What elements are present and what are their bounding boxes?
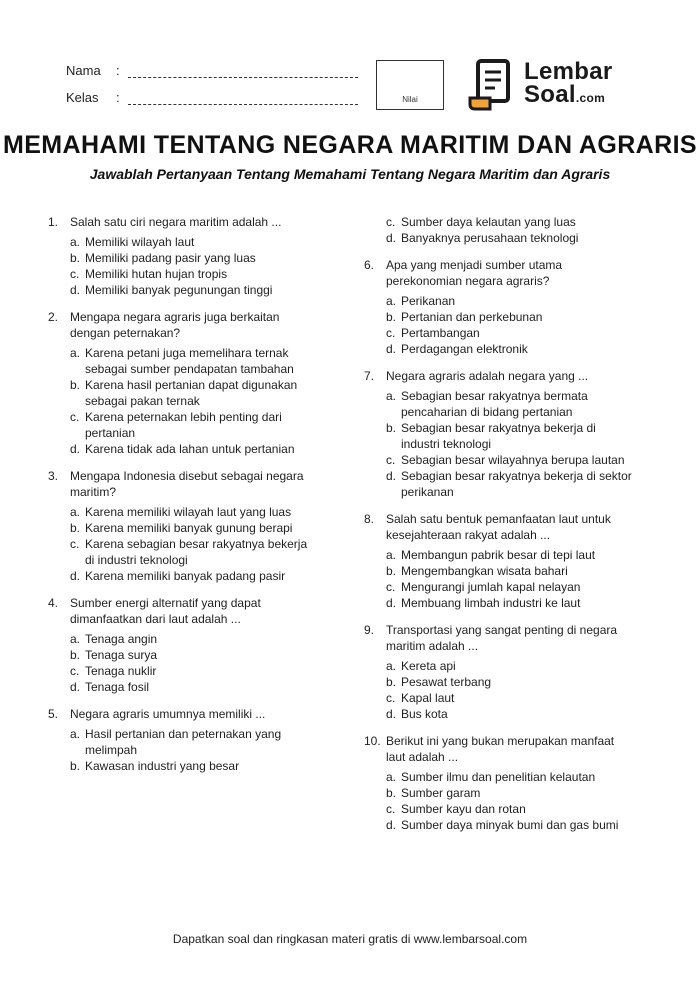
nilai-box[interactable]: [376, 60, 444, 110]
question-column-right: [364, 214, 634, 844]
option-b[interactable]: [386, 674, 634, 690]
option-text: Kereta api: [401, 659, 456, 673]
option-c[interactable]: [70, 409, 318, 441]
option-text: Pertanian dan perkebunan: [401, 310, 543, 324]
question-text: Negara agraris umumnya memiliki ...: [70, 707, 266, 721]
option-letter: b.: [70, 521, 81, 535]
nama-label: Nama: [66, 63, 101, 78]
option-text: Sebagian besar rakyatnya bekerja di sektor perikanan: [401, 469, 632, 499]
option-letter: b.: [386, 310, 397, 324]
option-d[interactable]: [386, 817, 634, 833]
option-a[interactable]: [70, 631, 318, 647]
option-text: Karena memiliki wilayah laut yang luas: [85, 505, 292, 519]
option-a[interactable]: [70, 234, 318, 250]
question-10: [364, 733, 634, 833]
question-1: [48, 214, 318, 298]
option-letter: c.: [70, 537, 80, 551]
question-2: [48, 309, 318, 457]
kelas-colon: :: [116, 90, 120, 105]
option-text: Mengembangkan wisata bahari: [401, 564, 568, 578]
option-letter: b.: [386, 421, 397, 435]
option-b[interactable]: [70, 758, 318, 774]
option-letter: c.: [386, 580, 396, 594]
question-text: Berikut ini yang bukan merupakan manfaat laut adalah ...: [386, 734, 615, 764]
option-b[interactable]: [70, 250, 318, 266]
option-letter: c.: [70, 664, 80, 678]
option-text: Hasil pertanian dan peternakan yang melimpah: [85, 727, 282, 757]
option-c[interactable]: [386, 452, 634, 468]
option-letter: c.: [386, 802, 396, 816]
option-letter: b.: [386, 675, 397, 689]
option-letter: a.: [70, 632, 81, 646]
option-a[interactable]: [386, 769, 634, 785]
question-number: 9.: [364, 623, 375, 637]
option-d[interactable]: [70, 441, 318, 457]
question-number: 5.: [48, 707, 59, 721]
question-number: 8.: [364, 512, 375, 526]
option-text: Sumber ilmu dan penelitian kelautan: [401, 770, 596, 784]
question-text: Salah satu bentuk pemanfaatan laut untuk kesejahteraan rakyat adalah ...: [386, 512, 611, 542]
option-text: Karena tidak ada lahan untuk pertanian: [85, 442, 295, 456]
option-text: Memiliki wilayah laut: [85, 235, 195, 249]
option-letter: d.: [386, 707, 397, 721]
question-number: 2.: [48, 310, 59, 324]
option-letter: a.: [386, 548, 397, 562]
option-text: Memiliki hutan hujan tropis: [85, 267, 228, 281]
option-d[interactable]: [386, 230, 634, 246]
question-5: [48, 706, 318, 774]
option-b[interactable]: [70, 520, 318, 536]
option-d[interactable]: [70, 282, 318, 298]
option-a[interactable]: [70, 504, 318, 520]
option-letter: a.: [70, 346, 81, 360]
option-text: Karena memiliki banyak padang pasir: [85, 569, 286, 583]
option-text: Sumber garam: [401, 786, 481, 800]
question-number: 7.: [364, 369, 375, 383]
option-c[interactable]: [386, 325, 634, 341]
option-c[interactable]: [386, 579, 634, 595]
kelas-label: Kelas: [66, 90, 99, 105]
question-number: 3.: [48, 469, 59, 483]
option-text: Bus kota: [401, 707, 448, 721]
question-column-left: [48, 214, 318, 785]
page-subtitle: Jawablah Pertanyaan Tentang Memahami Tentang Negara Maritim dan Agraris: [89, 166, 611, 182]
option-letter: c.: [386, 691, 396, 705]
question-text: Mengapa Indonesia disebut sebagai negara maritim?: [70, 469, 304, 499]
option-text: Karena memiliki banyak gunung berapi: [85, 521, 293, 535]
option-letter: c.: [386, 326, 396, 340]
question-5-continued: [364, 214, 634, 246]
option-d[interactable]: [70, 568, 318, 584]
question-text: Apa yang menjadi sumber utama perekonomian negara agraris?: [386, 258, 563, 288]
option-a[interactable]: [70, 726, 318, 758]
option-a[interactable]: [386, 388, 634, 420]
question-8: [364, 511, 634, 611]
document-icon: [466, 58, 518, 112]
option-letter: b.: [386, 786, 397, 800]
option-b[interactable]: [70, 647, 318, 663]
option-letter: b.: [70, 759, 81, 773]
option-text: Mengurangi jumlah kapal nelayan: [401, 580, 581, 594]
option-letter: d.: [70, 569, 81, 583]
nama-colon: :: [116, 63, 120, 78]
option-letter: a.: [70, 505, 81, 519]
option-letter: b.: [386, 564, 397, 578]
option-letter: c.: [386, 215, 396, 229]
question-9: [364, 622, 634, 722]
option-text: Sebagian besar rakyatnya bermata pencaharian di bidang pertanian: [401, 389, 588, 419]
option-letter: a.: [386, 294, 397, 308]
option-text: Sumber daya kelautan yang luas: [401, 215, 576, 229]
logo-line1: Lembar: [524, 58, 613, 85]
option-d[interactable]: [386, 341, 634, 357]
question-text: Mengapa negara agraris juga berkaitan dengan peternakan?: [70, 310, 280, 340]
question-text: Salah satu ciri negara maritim adalah ...: [70, 215, 282, 229]
option-c[interactable]: [386, 214, 634, 230]
question-text: Transportasi yang sangat penting di negara maritim adalah ...: [386, 623, 618, 653]
kelas-row: [66, 90, 358, 105]
question-number: 6.: [364, 258, 375, 272]
option-d[interactable]: [386, 595, 634, 611]
option-b[interactable]: [386, 563, 634, 579]
option-text: Membuang limbah industri ke laut: [401, 596, 581, 610]
option-text: Perikanan: [401, 294, 456, 308]
option-d[interactable]: [70, 679, 318, 695]
option-letter: a.: [70, 727, 81, 741]
option-a[interactable]: [70, 345, 318, 377]
option-text: Pertambangan: [401, 326, 480, 340]
question-3: [48, 468, 318, 584]
kelas-field[interactable]: [128, 92, 358, 105]
option-letter: a.: [386, 659, 397, 673]
footer-text: Dapatkan soal dan ringkasan materi gratis di www.lembarsoal.com: [172, 932, 528, 946]
option-a[interactable]: [386, 547, 634, 563]
option-text: Kapal laut: [401, 691, 455, 705]
option-letter: a.: [386, 770, 397, 784]
option-letter: b.: [70, 251, 81, 265]
option-letter: d.: [386, 231, 397, 245]
option-text: Karena hasil pertanian dapat digunakan sebagai pakan ternak: [85, 378, 298, 408]
option-text: Memiliki padang pasir yang luas: [85, 251, 256, 265]
nama-field[interactable]: [128, 65, 358, 78]
option-a[interactable]: [386, 293, 634, 309]
option-letter: a.: [70, 235, 81, 249]
option-text: Sumber kayu dan rotan: [401, 802, 526, 816]
logo-suffix: .com: [575, 91, 606, 105]
option-text: Karena peternakan lebih penting dari pertanian: [85, 410, 282, 440]
option-letter: d.: [386, 818, 397, 832]
logo-line2: Soal: [524, 81, 576, 108]
option-text: Tenaga nuklir: [85, 664, 157, 678]
option-letter: d.: [70, 442, 81, 456]
option-c[interactable]: [386, 690, 634, 706]
option-letter: a.: [386, 389, 397, 403]
question-text: Negara agraris adalah negara yang ...: [386, 369, 589, 383]
option-b[interactable]: [386, 309, 634, 325]
option-text: Memiliki banyak pegunungan tinggi: [85, 283, 273, 297]
option-text: Pesawat terbang: [401, 675, 492, 689]
page-title: MEMAHAMI TENTANG NEGARA MARITIM DAN AGRARIS: [2, 131, 697, 159]
option-text: Sebagian besar rakyatnya bekerja di industri teknologi: [401, 421, 596, 451]
option-text: Tenaga angin: [85, 632, 158, 646]
option-text: Tenaga fosil: [85, 680, 150, 694]
option-c[interactable]: [70, 663, 318, 679]
question-4: [48, 595, 318, 695]
option-text: Karena sebagian besar rakyatnya bekerja di industri teknologi: [85, 537, 308, 567]
question-6: [364, 257, 634, 357]
question-number: 4.: [48, 596, 59, 610]
question-number: 10.: [364, 734, 381, 748]
option-b[interactable]: [70, 377, 318, 409]
option-text: Karena petani juga memelihara ternak sebagai sumber pendapatan tambahan: [85, 346, 294, 376]
option-c[interactable]: [70, 536, 318, 568]
option-text: Perdagangan elektronik: [401, 342, 528, 356]
option-letter: d.: [386, 342, 397, 356]
option-text: Sumber daya minyak bumi dan gas bumi: [401, 818, 619, 832]
question-7: [364, 368, 634, 500]
option-letter: d.: [70, 680, 81, 694]
option-letter: b.: [70, 648, 81, 662]
question-text: Sumber energi alternatif yang dapat dimanfaatkan dari laut adalah ...: [70, 596, 261, 626]
option-b[interactable]: [386, 420, 634, 452]
option-text: Tenaga surya: [85, 648, 158, 662]
nilai-label: Nilai: [402, 95, 418, 104]
option-letter: d.: [386, 469, 397, 483]
option-text: Sebagian besar wilayahnya berupa lautan: [401, 453, 625, 467]
option-letter: c.: [70, 410, 80, 424]
option-d[interactable]: [386, 468, 634, 500]
option-c[interactable]: [386, 801, 634, 817]
nama-row: [66, 63, 358, 78]
option-text: Banyaknya perusahaan teknologi: [401, 231, 579, 245]
option-letter: d.: [386, 596, 397, 610]
option-b[interactable]: [386, 785, 634, 801]
option-text: Membangun pabrik besar di tepi laut: [401, 548, 596, 562]
option-c[interactable]: [70, 266, 318, 282]
option-letter: c.: [386, 453, 396, 467]
option-letter: d.: [70, 283, 81, 297]
question-number: 1.: [48, 215, 59, 229]
option-letter: b.: [70, 378, 81, 392]
option-d[interactable]: [386, 706, 634, 722]
option-a[interactable]: [386, 658, 634, 674]
option-letter: c.: [70, 267, 80, 281]
option-text: Kawasan industri yang besar: [85, 759, 240, 773]
logo-text: [524, 60, 613, 110]
